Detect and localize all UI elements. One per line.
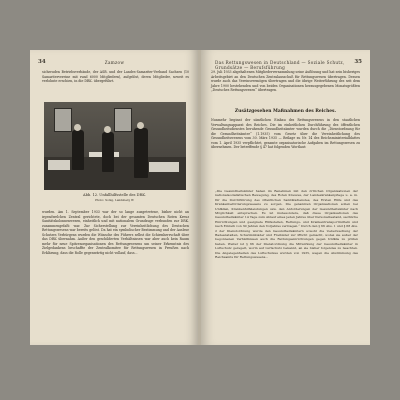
- left-page-header: [38, 59, 191, 67]
- right-page-header: [209, 59, 362, 70]
- photo-person-2-head: [104, 126, 111, 133]
- right-paragraph-quote: „Die Gesundheitsämter haben im Benehmen mit den örtlichen Organisationen der nationalsozialistischen Bewegung, des Roten Kreuzes, der Landeskrankenpflege u. a. m. für die Durchführung des öffentlichen Sanitätsdienstes, des Ersten Hilfe und des Krankenbeförderungswesens zu sorgen. Die genannten Organisationen sollen bei Unfällen, Krankenhilfsleistungen usw. den Anforderungen der Gesundheitsämter nach Möglichkeit entsprechen. Es ist insbesondere, daß diese Organisationen des Gesundheitsämter 14 Tage zum Ablauf eines jeden Jahres über Personalbestand, sachliche Einrichtungen und geeignete Hilfsstellen, Rettungs- und Krankentransportmitteln und nach Einreih von 30 Jahren den Vorjahres verlöagen.“ Durch den § 66 Abs. 1 und § 68 Abs. 2 der Dienstordnung wurde den Gesundheitsämtern sowohl die Ueberwachung der Badeanstalten, Schwimmbäder und Freibäder zur Pflicht gemacht, wobei sie außer der begonnenen Verhältnissen auch die Rettungseinrichtungen gegen Unfälle zu prüfen haben. Weiter ist § 66 der Dienstordnung die Mitwirkung der Gesundheitsämter in Luftschutz geregelt, worin auf Luftschutz bekannt, an sie bisher folgendes zu beachten. Die Angelegenheiten des Luftschutzes wurden von 1935, wegen die Abstimmung des Reichsamts für Rettungswesens...: [215, 189, 358, 260]
- left-paragraph-top: sicheruden Betriebsverbände, der ASB. und der Landes-Samariter-Verband Sachsen (10 Samaritervereine mit rund 6000 Mitgliedern), aufgelöst, deren Mitglieder, soweit es verlohnte erschien, in die DRK. übergeführt.: [42, 70, 189, 83]
- open-book: [30, 50, 370, 345]
- photo-window-right: [114, 108, 132, 132]
- left-page: [30, 50, 199, 345]
- photo-person-1-head: [74, 124, 81, 131]
- photo-person-1: [72, 130, 84, 170]
- left-running-head: Zamzow: [104, 60, 125, 65]
- right-page-number: 35: [354, 59, 362, 65]
- section-heading: Zusätzgesehen Maßnahmen des Reiches.: [234, 109, 337, 114]
- photo-person-3: [134, 128, 148, 178]
- photo-person-2: [102, 132, 114, 172]
- photo-caption-title: Abb. 12. Unfallhilfsstelle des DRK.: [82, 193, 147, 197]
- photo-person-3-head: [137, 122, 144, 129]
- photo-window-left: [54, 108, 72, 132]
- left-paragraph-bottom: wurden. Am 1. September 1933 war der so lange ausgetretene, bisher nicht an irgendwelchen Zentral gerichtete, doch bei der gesamten Deutschen Roten Kreuz Sanitätskolonnenwesen, einheitlich und mit nationalem Grundzuge verbunden zur DRK. zusammengefaßt war. Zur Sicherstellung zur Vereinheitlichung des Deutschen Rettungswesens war bereits gelöst. Da hat ein symbolischer Bestimmung und der Auslese Schutzes Verbürgens wurden die Wünsche des Führers selbst die Schirmherrschaft über das DRK übernahm. Außer den geschilderten Verhältnissen war aber auch kein Raum mehr für neue Spitzenorganisationen des Rettungswesens um seiner Erkenntnis des Zielgedankens beschaffte der Zentralkomitee für Rettungswesen in Preußen nach Erklärung, dass die Rolle gegenwärtig nicht vollauf, dass...: [42, 210, 189, 255]
- right-running-head: Das Rettungswesen in Deutschland — Soziale Schutz, Grundsätze — Berufsführung: [215, 60, 345, 70]
- right-paragraph-intro: 29. Juli 1933 abgehaltenen Mitgliederversammlung seine Auflösung und hat sein bisheriges Arbeitsgebiet an den Deutschen Zentralausschuß für Rettungswesen übertragen. Dessen wurde auch das Vereinsvermögen übertragen und die übrige Weiterführung des seit dem Jahre 1900 bestehenden und von beiden Organisationen herausgegebenen Monatsgrößten „Deutsches Rettungswesen“ übertragen.: [211, 70, 360, 92]
- photo-cot-right: [149, 162, 179, 172]
- photo-cot-left: [48, 160, 70, 170]
- right-page: [201, 50, 370, 345]
- left-page-number: 34: [38, 59, 46, 65]
- right-paragraph-main: Nunmehr beginnt der sämtlichen Einbau des Rettungswesens in den staatlichen Verwaltungsapparat des Reiches. Die im einheitlichen Durchführung des öffentlichen Gesundheitsdienstes beruhende Gesundheitsämter wurden durch die „Dienstordnung für die Gesundheitsämter“ (1.1935) vom Gesetz über die Vereinheitlichung des Gesundheitswesens vom 30. März 1935 — Beilage zu Nr. 14 des Reichsministerialblattes vom 1. April 1935 verpflichtet, gesamte organisatorische Aufgaben im Rettungswesen zu übernehmen. Der betreffende § 47 hat folgenden Wortlaut:: [211, 118, 360, 149]
- photo-caption: [44, 193, 185, 202]
- photo-caption-credit: Photo: Sonig, Landsberg W: [95, 197, 134, 202]
- first-aid-station-photo: [44, 102, 186, 190]
